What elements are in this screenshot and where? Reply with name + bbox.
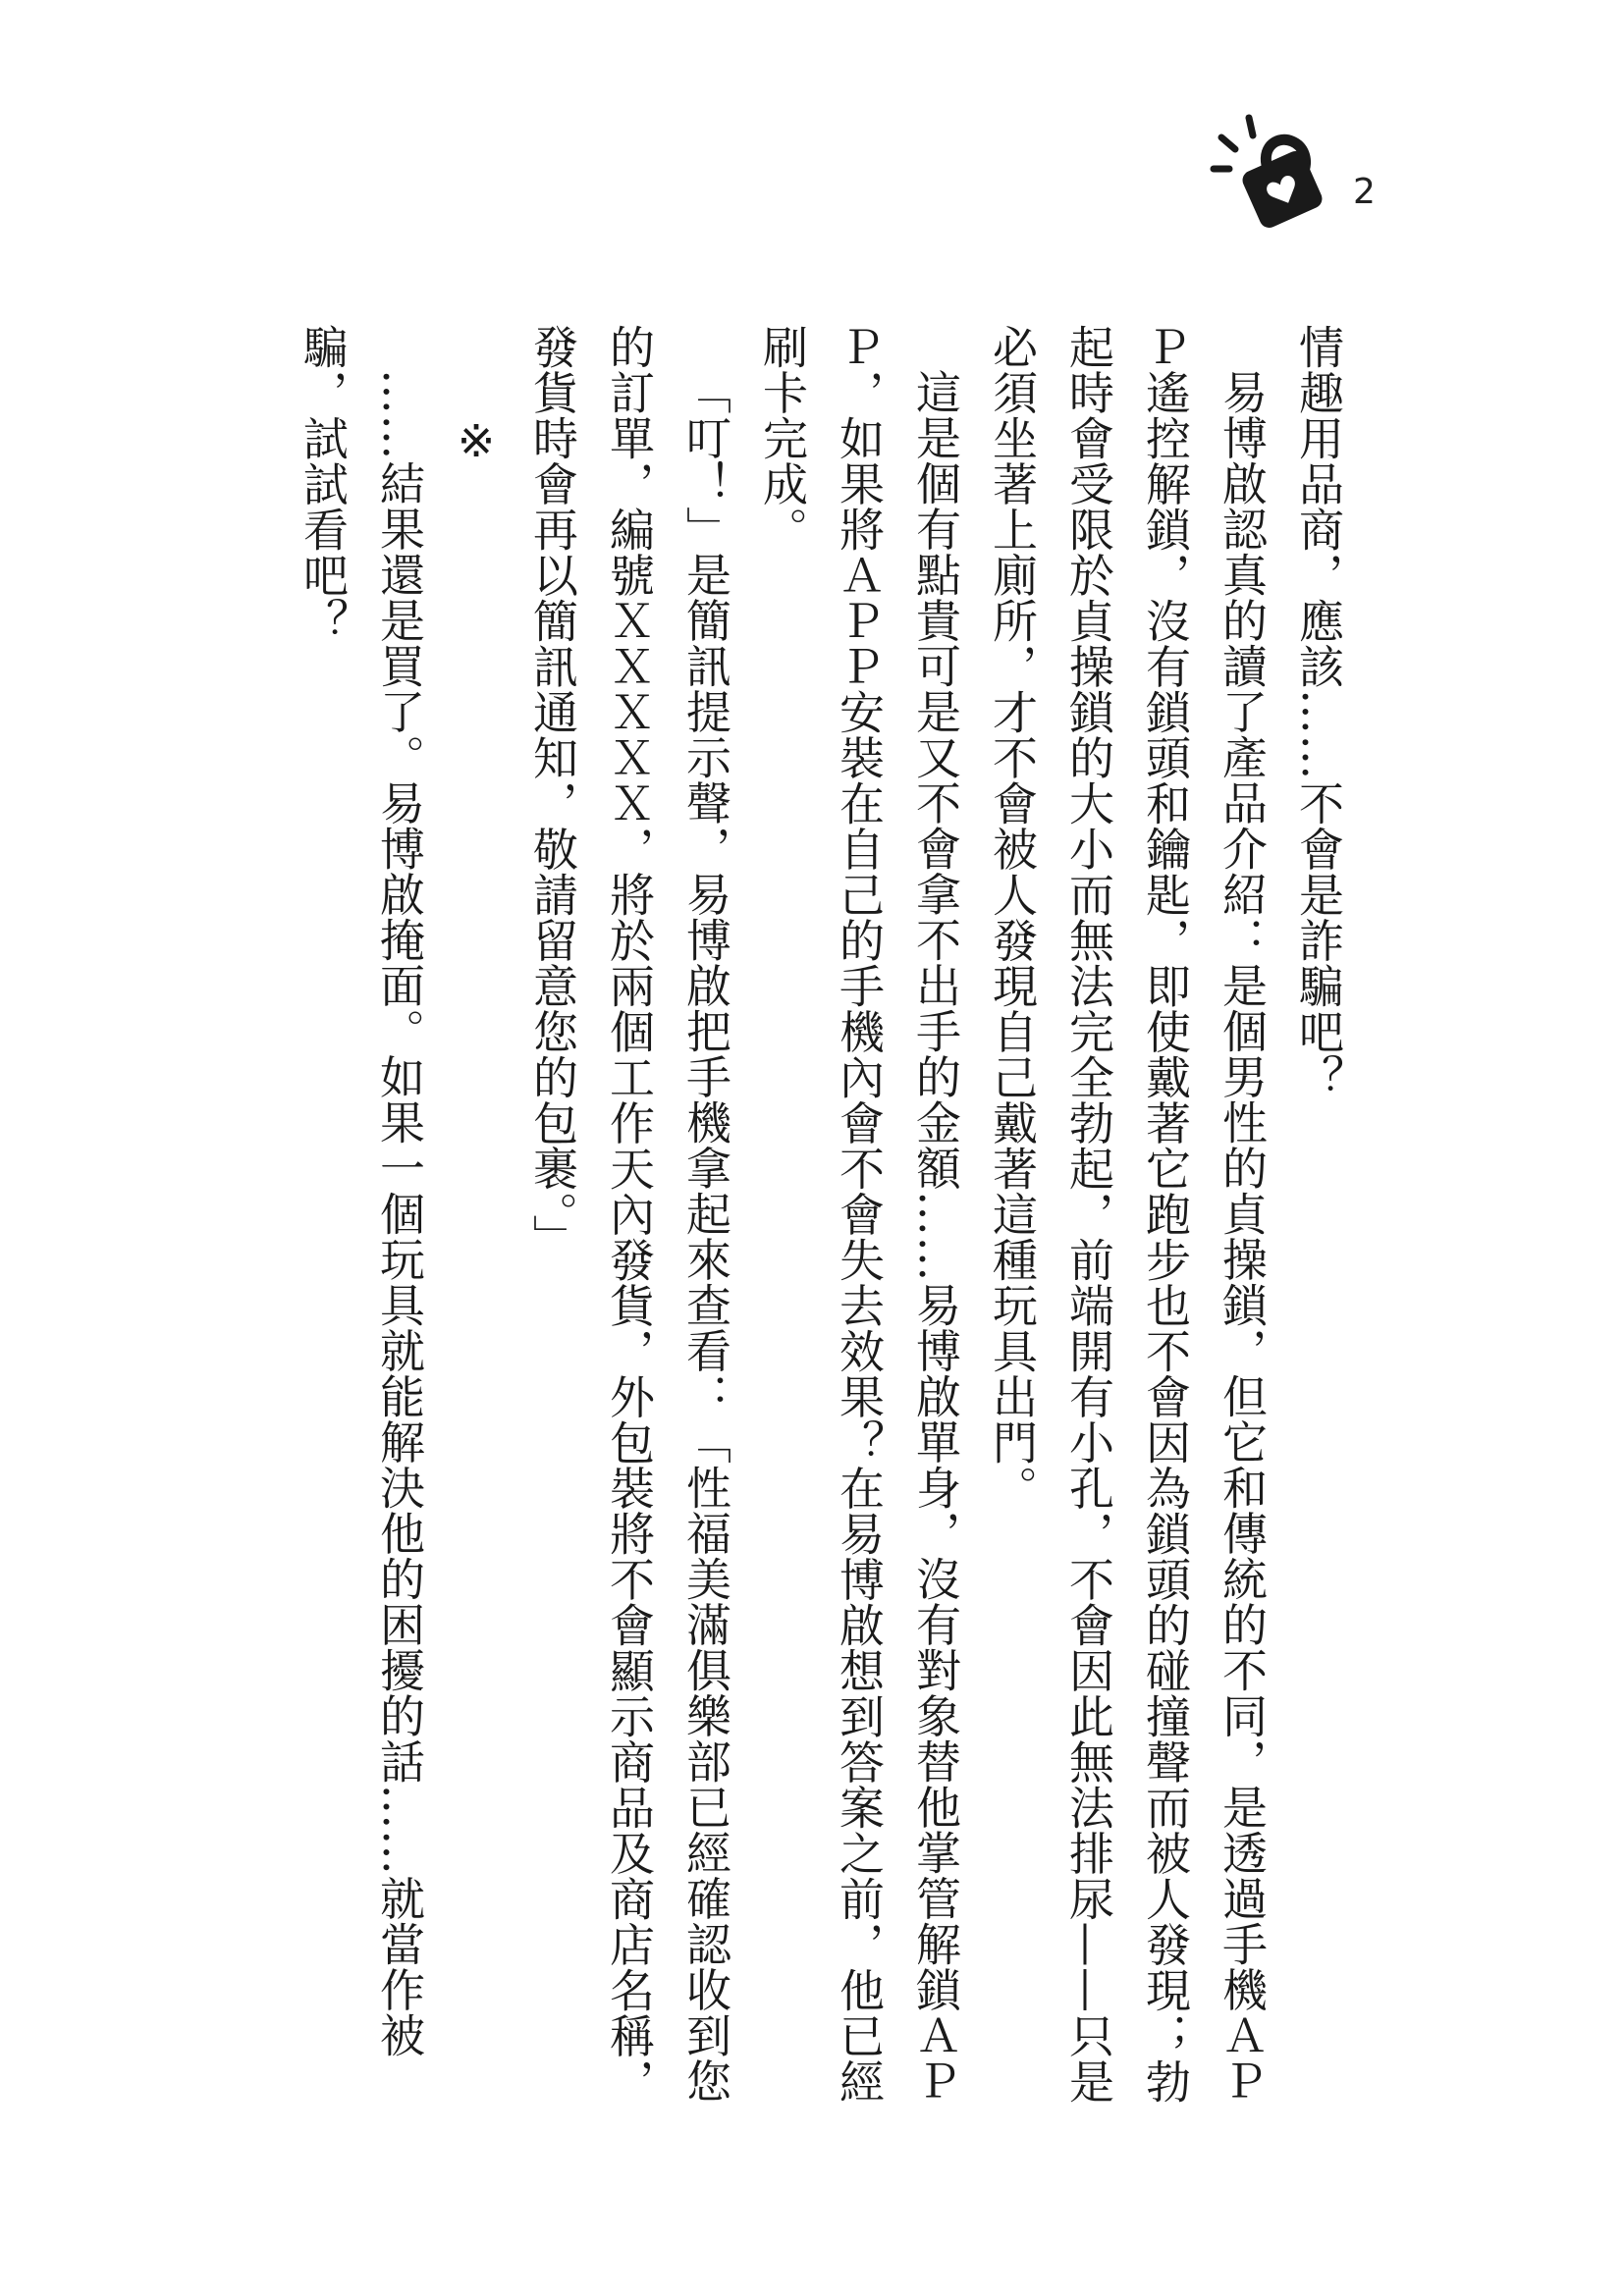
sparkle-line (1249, 118, 1253, 135)
body-text (285, 324, 1357, 2120)
paragraph: 易博啟認真的讀了產品介紹：是個男性的貞操鎖，但它和傳統的不同，是透過手機ＡＰＰ遙控解鎖，沒有鎖頭和鑰匙，即使戴著它跑步也不會因為鎖頭的碰撞聲而被人發現；勃起時會受限於貞操鎖的大小而無法完全勃起，前端開有小孔，不會因此無法排尿——只是必須坐著上廁所，才不會被人發現自己戴著這種玩具出門。 (986, 324, 1269, 2105)
section-separator: ※ (450, 414, 503, 468)
page-number: 2 (1353, 172, 1376, 212)
paragraph: 「叮！」是簡訊提示聲，易博啟把手機拿起來查看：「性福美滿俱樂部已經確認收到您的訂單，編號ＸＸＸＸＸ，將於兩個工作天內發貨，外包裝將不會顯示商品及商店名稱，發貨時會再以簡訊通知，敬請留意您的包裹。」 (526, 324, 732, 2105)
padlock-heart-icon (1206, 110, 1333, 233)
paragraph: 情趣用品商，應該……不會是詐騙吧？ (1292, 324, 1345, 1100)
sparkle-line (1221, 137, 1235, 149)
paragraph: ……結果還是買了。易博啟掩面。如果一個玩具就能解決他的困擾的話……就當作被騙，試試看吧？ (297, 324, 426, 2058)
paragraph: 這是個有點貴可是又不會拿不出手的金額……易博啟單身，沒有對象替他掌管解鎖ＡＰＰ，如果將ＡＰＰ安裝在自己的手機內會不會失去效果？在易博啟想到答案之前，他已經刷卡完成。 (756, 324, 962, 2105)
